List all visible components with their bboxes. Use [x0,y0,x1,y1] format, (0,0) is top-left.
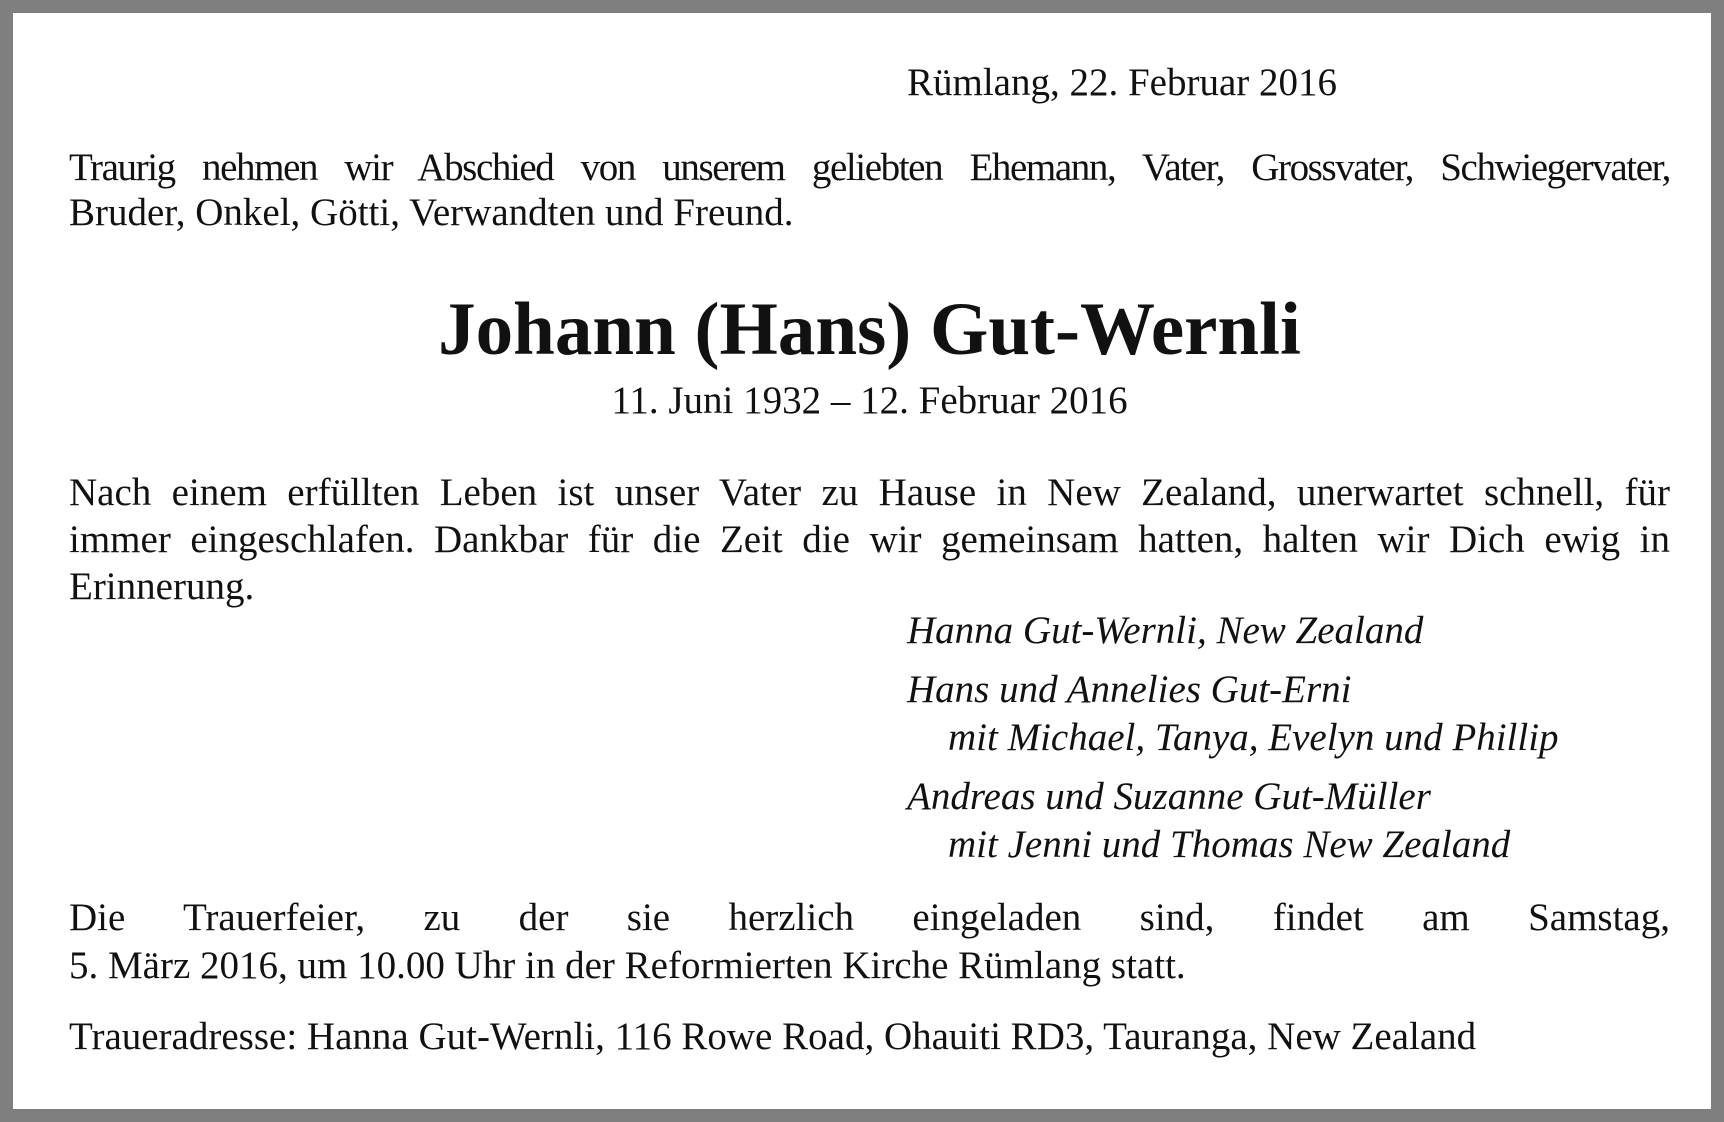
mourning-address: Traueradresse: Hanna Gut-Wernli, 116 Rowe Road, Ohauiti RD3, Tauranga, New Zealand [69,1015,1477,1058]
obituary-notice [13,13,1711,1109]
mourner-name: Andreas und Suzanne Gut-Müller [907,775,1431,818]
mourner-name: Hans und Annelies Gut-Erni [907,668,1352,711]
message-line: Nach einem erfüllten Leben ist unser Vater zu Hause in New Zealand, unerwartet schnell, für [69,471,1670,514]
intro-paragraph [69,145,1670,235]
message-paragraph [69,469,1670,610]
deceased-name: Johann (Hans) Gut-Wernli [438,288,1301,371]
mourner-entry [907,607,1559,655]
place-and-date: Rümlang, 22. Februar 2016 [907,61,1338,104]
mourner-entry [907,666,1559,762]
mourner-family: mit Jenni und Thomas New Zealand [948,823,1511,866]
mourner-entry [907,773,1559,869]
mourner-family: mit Michael, Tanya, Evelyn und Phillip [948,716,1559,759]
ceremony-line: Die Trauerfeier, zu der sie herzlich eingeladen sind, findet am Samstag, [69,896,1670,939]
message-line: Erinnerung. [69,565,255,608]
mourners-list [907,607,1559,880]
life-dates: 11. Juni 1932 – 12. Februar 2016 [611,379,1128,422]
ceremony-paragraph [69,894,1670,990]
ceremony-line: 5. März 2016, um 10.00 Uhr in der Reformierten Kirche Rümlang statt. [69,944,1186,987]
message-line: immer eingeschlafen. Dankbar für die Zeit die wir gemeinsam hatten, halten wir Dich ewig in [69,518,1670,561]
mourner-name: Hanna Gut-Wernli, New Zealand [907,609,1424,652]
intro-line: Traurig nehmen wir Abschied von unserem geliebten Ehemann, Vater, Grossvater, Schwiegervater, [69,146,1670,189]
intro-line: Bruder, Onkel, Götti, Verwandten und Freund. [69,191,794,234]
